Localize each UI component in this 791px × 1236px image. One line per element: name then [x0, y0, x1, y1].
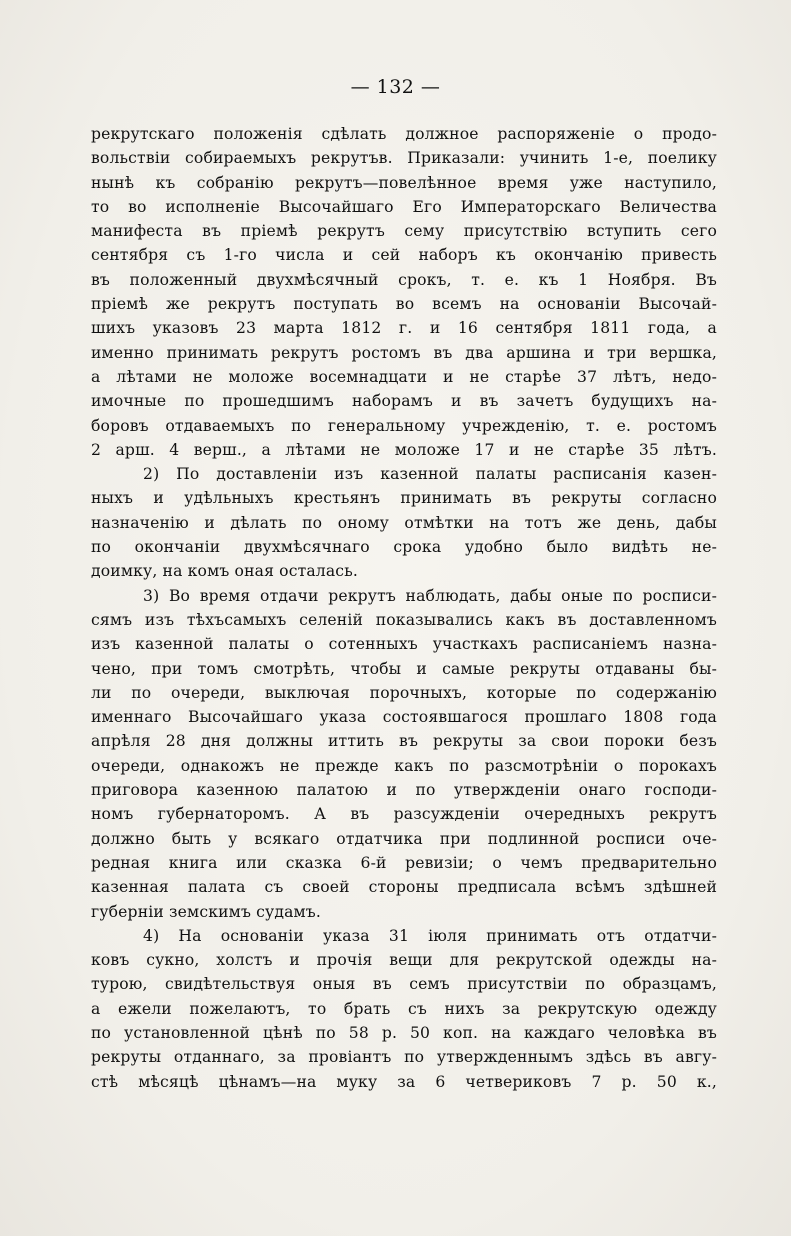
- text-line: имочные по прошедшимъ наборамъ и въ зачетъ будущихъ на-: [91, 392, 717, 411]
- text-line: апрѣля 28 дня должны иттить въ рекруты за свои пороки безъ: [91, 732, 717, 751]
- text-line: номъ губернаторомъ. А въ разсужденіи очередныхъ рекрутъ: [91, 805, 717, 824]
- text-line: рекруты отданнаго, за провіантъ по утвержденнымъ здѣсь въ авгу-: [91, 1048, 717, 1067]
- text-line: 2 арш. 4 верш., а лѣтами не моложе 17 и не старѣе 35 лѣтъ.: [91, 440, 717, 459]
- text-line: нынѣ къ собранію рекрутъ—повелѣнное время уже наступило,: [91, 173, 717, 192]
- body-text: [91, 122, 717, 1094]
- text-line: приговора казенною палатою и по утвержденіи онаго господи-: [91, 781, 717, 800]
- text-line: 3) Во время отдачи рекрутъ наблюдать, дабы оные по росписи-: [143, 586, 717, 605]
- text-line: губерніи земскимъ судамъ.: [91, 902, 321, 921]
- text-line: по окончаніи двухмѣсячнаго срока удобно было видѣть не-: [91, 538, 717, 557]
- text-line: а лѣтами не моложе восемнадцати и не старѣе 37 лѣтъ, недо-: [91, 367, 717, 386]
- text-line: боровъ отдаваемыхъ по генеральному учрежденію, т. е. ростомъ: [91, 416, 717, 435]
- text-line: ли по очереди, выключая порочныхъ, которые по содержанію: [91, 683, 717, 702]
- text-line: пріемѣ же рекрутъ поступать во всемъ на основаніи Высочай-: [91, 295, 717, 314]
- text-line: сямъ изъ тѣхъсамыхъ селеній показывались какъ въ доставленномъ: [91, 610, 717, 629]
- page-number: — 132 —: [350, 76, 441, 98]
- text-line: манифеста въ пріемѣ рекрутъ сему присутствію вступить сего: [91, 222, 717, 241]
- text-line: стѣ мѣсяцѣ цѣнамъ—на муку за 6 четвериковъ 7 р. 50 к.,: [91, 1072, 717, 1091]
- text-line: должно быть у всякаго отдатчика при подлинной росписи оче-: [91, 829, 717, 848]
- text-line: ныхъ и удѣльныхъ крестьянъ принимать въ рекруты согласно: [91, 489, 717, 508]
- text-line: назначенію и дѣлать по оному отмѣтки на тотъ же день, дабы: [91, 513, 717, 532]
- text-line: казенная палата съ своей стороны предписала всѣмъ здѣшней: [91, 878, 717, 897]
- text-line: въ положенный двухмѣсячный срокъ, т. е. къ 1 Ноября. Въ: [91, 270, 717, 289]
- text-line: а ежели пожелаютъ, то брать съ нихъ за рекрутскую одежду: [91, 999, 717, 1018]
- text-line: то во исполненіе Высочайшаго Его Императорскаго Величества: [91, 197, 717, 216]
- text-line: турою, свидѣтельствуя оныя въ семъ присутствіи по образцамъ,: [91, 975, 717, 994]
- text-line: доимку, на комъ оная осталась.: [91, 562, 358, 581]
- text-line: редная книга или сказка 6-й ревизіи; о чемъ предварительно: [91, 853, 717, 872]
- text-line: 4) На основаніи указа 31 іюля принимать отъ отдатчи-: [143, 926, 717, 945]
- text-line: изъ казенной палаты о сотенныхъ участкахъ расписаніемъ назна-: [91, 635, 717, 654]
- text-line: шихъ указовъ 23 марта 1812 г. и 16 сентября 1811 года, а: [91, 319, 717, 338]
- text-line: именнаго Высочайшаго указа состоявшагося прошлаго 1808 года: [91, 708, 717, 727]
- text-line: 2) По доставленіи изъ казенной палаты расписанія казен-: [143, 465, 717, 484]
- text-line: вольствіи собираемыхъ рекрутъв. Приказали: учинить 1-е, поелику: [91, 149, 717, 168]
- text-line: очереди, однакожъ не прежде какъ по разсмотрѣніи о порокахъ: [91, 756, 717, 775]
- text-line: именно принимать рекрутъ ростомъ въ два аршина и три вершка,: [91, 343, 717, 362]
- text-line: по установленной цѣнѣ по 58 р. 50 коп. на каждаго человѣка въ: [91, 1023, 717, 1042]
- text-line: сентября съ 1-го числа и сей наборъ къ окончанію привесть: [91, 246, 717, 265]
- text-line: рекрутскаго положенія сдѣлать должное распоряженіе о продо-: [91, 125, 717, 143]
- text-line: чено, при томъ смотрѣть, чтобы и самые рекруты отдаваны бы-: [91, 659, 717, 678]
- text-line: ковъ сукно, холстъ и прочія вещи для рекрутской одежды на-: [91, 951, 717, 970]
